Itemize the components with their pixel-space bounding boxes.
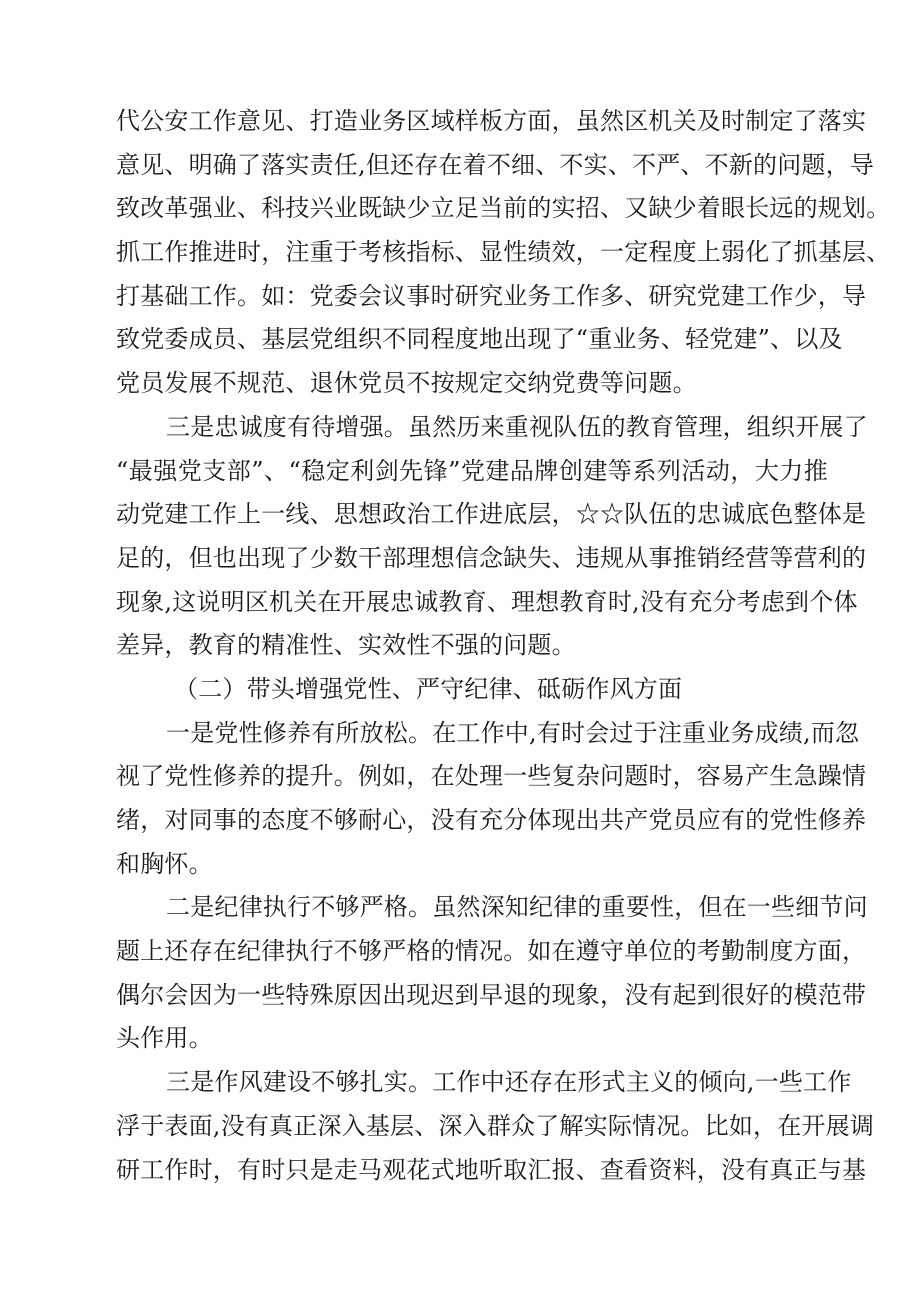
text-line: 绪，对同事的态度不够耐心，没有充分体现出共产党员应有的党性修养	[116, 806, 867, 834]
text-line: 抓工作推进时，注重于考核指标、显性绩效，一定程度上弱化了抓基层、	[116, 238, 891, 267]
text-line: 党员发展不规范、退休党员不按规定交纳党费等问题。	[116, 369, 697, 398]
text-line: 一是党性修养有所放松。在工作中,有时会过于注重业务成绩,而忽	[166, 718, 860, 747]
text-line: 致改革强业、科技兴业既缺少立足当前的实招、又缺少着眼长远的规划。	[116, 194, 891, 223]
text-line: 足的，但也出现了少数干部理想信念缺失、违规从事推销经营等营利的	[116, 543, 867, 572]
document-body	[116, 100, 891, 1192]
text-line: 偶尔会因为一些特殊原因出现迟到早退的现象，没有起到很好的模范带	[116, 980, 867, 1009]
text-line: 意见、明确了落实责任,但还存在着不细、不实、不严、不新的问题，导	[116, 150, 875, 179]
text-line: 现象,这说明区机关在开展忠诚教育、理想教育时,没有充分考虑到个体	[116, 587, 858, 616]
text-line: 打基础工作。如：党委会议事时研究业务工作多、研究党建工作少，导	[116, 281, 867, 310]
text-line: 头作用。	[116, 1024, 213, 1053]
text-line: 代公安工作意见、打造业务区域样板方面，虽然区机关及时制定了落实	[116, 107, 867, 135]
text-line: 二是纪律执行不够严格。虽然深知纪律的重要性，但在一些细节问	[166, 893, 868, 922]
text-line: 差异，教育的精准性、实效性不强的问题。	[116, 631, 576, 660]
text-line: 动党建工作上一线、思想政治工作进底层，☆☆队伍的忠诚底色整体是	[116, 500, 867, 529]
text-line: 研工作时，有时只是走马观花式地听取汇报、查看资料，没有真正与基	[116, 1155, 867, 1184]
text-line: 浮于表面,没有真正深入基层、深入群众了解实际情况。比如，在开展调	[116, 1111, 875, 1140]
text-line: 视了党性修养的提升。例如，在处理一些复杂问题时，容易产生急躁情	[116, 762, 867, 791]
text-line: 致党委成员、基层党组织不同程度地出现了“重业务、轻党建”、以及	[116, 325, 843, 354]
text-line: 三是忠诚度有待增强。虽然历来重视队伍的教育管理，组织开展了	[166, 412, 868, 441]
text-line: 题上还存在纪律执行不够严格的情况。如在遵守单位的考勤制度方面，	[116, 937, 867, 966]
text-line: 三是作风建设不够扎实。工作中还存在形式主义的倾向,一些工作	[166, 1068, 852, 1097]
text-line: “最强党支部”、“稳定利剑先锋”党建品牌创建等系列活动，大力推	[116, 456, 828, 485]
section-heading: （二）带头增强党性、严守纪律、砥砺作风方面	[174, 674, 683, 703]
text-line: 和胸怀。	[116, 849, 213, 878]
